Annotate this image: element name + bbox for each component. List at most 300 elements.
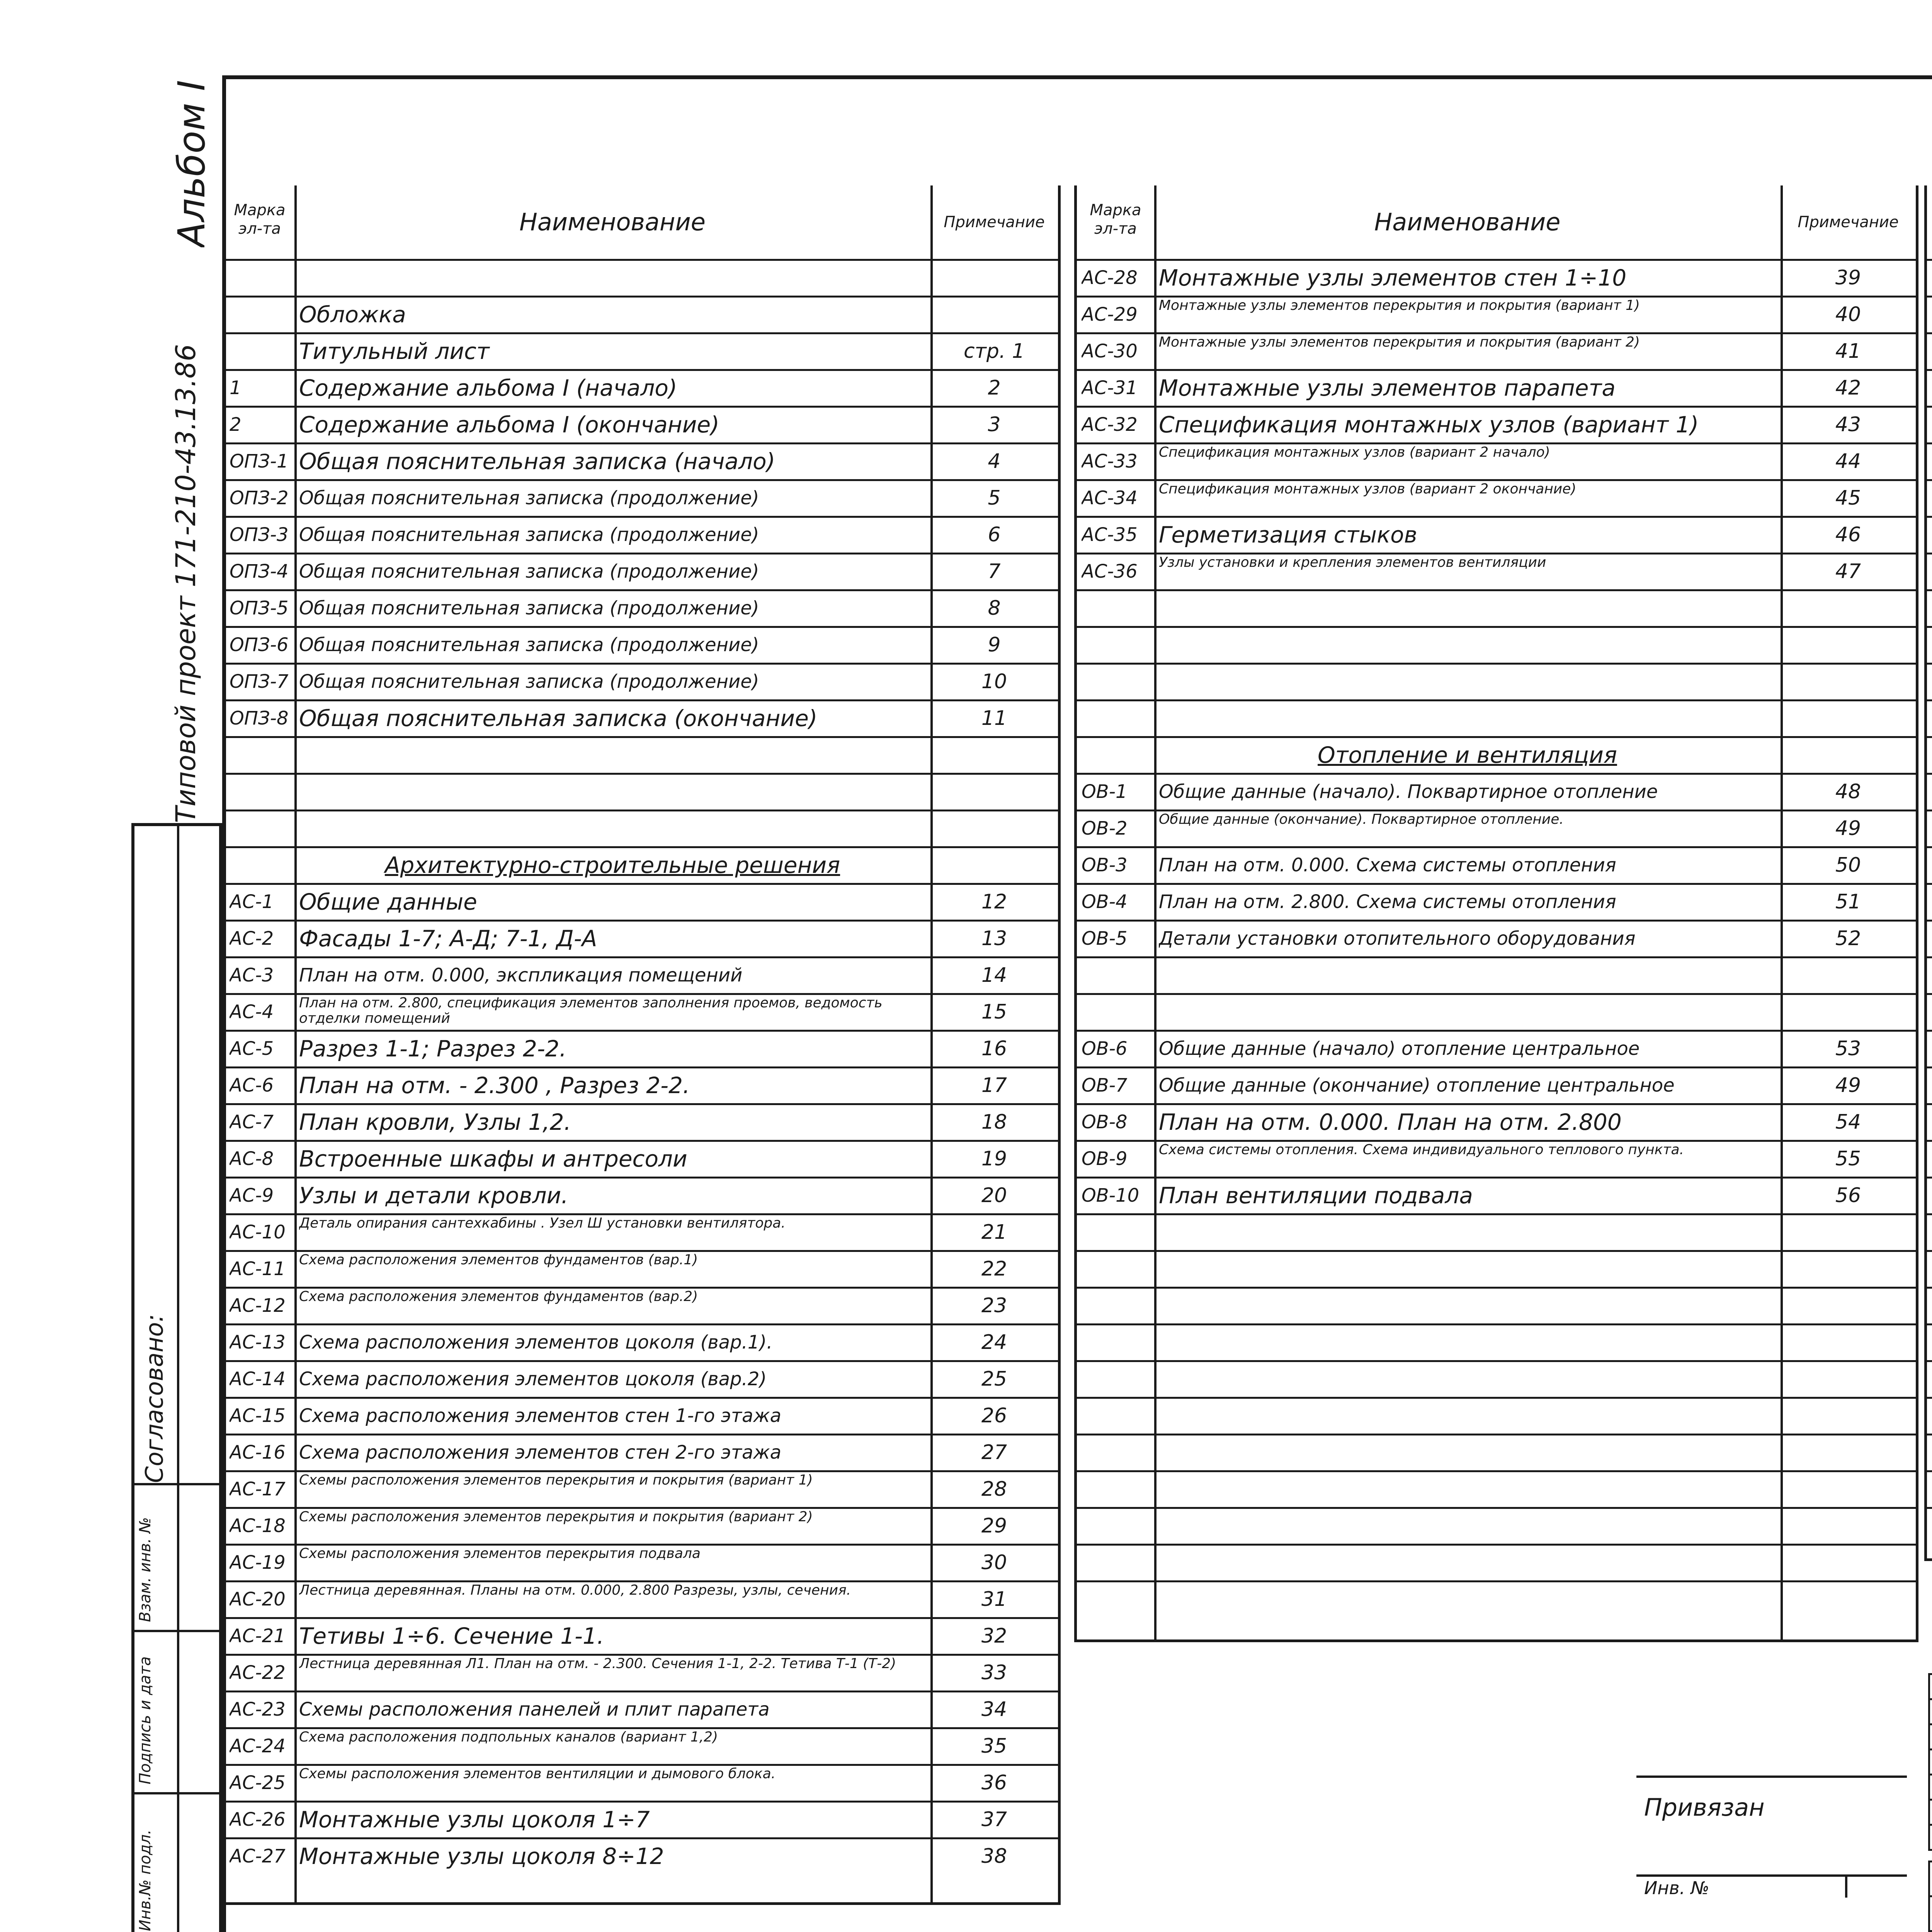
stamp-sign: Подпись и дата — [136, 1656, 154, 1784]
table2-row-mark: ОВ-3 — [1082, 854, 1128, 876]
table1-row-note: 14 — [981, 964, 1007, 987]
table1-row-mark: АС-27 — [230, 1845, 286, 1867]
table1-row-note: 18 — [981, 1111, 1007, 1134]
table-row — [1927, 1140, 1932, 1142]
table1-row-name: Общая пояснительная записка (окончание) — [299, 705, 818, 731]
table1-row-name: Общая пояснительная записка (продолжение) — [299, 524, 759, 546]
signature-row — [1929, 1725, 1932, 1750]
table-row — [1077, 332, 1916, 334]
signature-role — [1929, 1699, 1932, 1725]
table2-row-name: Монтажные узлы элементов перекрытия и покрытия (вариант 1) — [1159, 298, 1640, 313]
table1-row-note: 19 — [981, 1147, 1007, 1170]
title-block — [1928, 1673, 1932, 1932]
table-row — [225, 993, 1058, 995]
table1-row-mark — [230, 738, 290, 772]
table1-row-name: Монтажные узлы цоколя 8÷12 — [299, 1843, 664, 1869]
table1-row-mark: ОПЗ-6 — [230, 634, 289, 656]
table1-row-name: Схемы расположения элементов перекрытия и покрытия (вариант 2) — [299, 1509, 813, 1525]
table1-row-note: 11 — [981, 707, 1007, 730]
table-row — [1927, 1250, 1932, 1252]
table-row — [1077, 773, 1916, 775]
table1-row-name — [299, 738, 926, 772]
table2-row-mark: ОВ-5 — [1082, 928, 1128, 949]
table1-row-note: 5 — [988, 486, 1001, 510]
header-note: Примечание — [944, 213, 1045, 231]
table-row — [1077, 626, 1916, 628]
table2-row-note: 41 — [1835, 340, 1861, 363]
table-row — [225, 1323, 1058, 1325]
table-row — [1927, 259, 1932, 261]
table-row — [1077, 883, 1916, 885]
table1-row-note: 16 — [981, 1037, 1007, 1060]
table-row — [1077, 1323, 1916, 1325]
signature-row — [1929, 1862, 1932, 1896]
table1-row-mark: АС-6 — [230, 1075, 274, 1096]
table1-row-mark: АС-26 — [230, 1809, 286, 1830]
table1-row-mark: 1 — [230, 377, 242, 399]
table-row — [225, 1764, 1058, 1766]
table-row — [225, 883, 1058, 885]
table1-row-name — [299, 775, 926, 809]
table-row — [225, 332, 1058, 334]
table-row — [1927, 846, 1932, 848]
table1-row-note: 37 — [981, 1808, 1007, 1831]
table2-row-name — [1159, 592, 1776, 625]
table-row — [225, 1177, 1058, 1179]
table1-row-name — [299, 812, 926, 845]
signature-role — [1929, 1862, 1932, 1896]
table2-row-note: 46 — [1835, 523, 1861, 546]
table2-row-mark: АС-30 — [1082, 340, 1138, 362]
table1-row-name: Схемы расположения элементов вентиляции и дымового блока. — [299, 1766, 776, 1782]
table-row — [1927, 1287, 1932, 1289]
table-row — [1077, 920, 1916, 922]
table2-row-note — [1785, 592, 1911, 625]
table2-row-name: Монтажные узлы элементов перекрытия и покрытия (вариант 2) — [1159, 335, 1640, 350]
table2-row-mark — [1082, 995, 1150, 1029]
table1-row-name — [299, 261, 926, 295]
table-row — [1077, 296, 1916, 298]
signature-row — [1929, 1896, 1932, 1931]
table1-row-mark: АС-20 — [230, 1588, 286, 1610]
table1-row-mark — [230, 849, 290, 882]
header-mark: Марка эл-та — [1090, 201, 1141, 238]
table2-row-note — [1785, 702, 1911, 735]
table1-row-mark: АС-7 — [230, 1111, 274, 1133]
table2-row-note: 42 — [1835, 376, 1861, 400]
table-row — [225, 1066, 1058, 1068]
table1-row-name: Схема расположения элементов стен 1-го этажа — [299, 1405, 782, 1427]
table-row — [1927, 1103, 1932, 1105]
table-row — [1077, 406, 1916, 408]
header-name: Наименование — [519, 208, 706, 236]
table1-row-note: 20 — [981, 1184, 1007, 1207]
table-row — [225, 956, 1058, 958]
table1-row-mark: АС-15 — [230, 1405, 286, 1427]
table1-row-name: Лестница деревянная Л1. План на отм. - 2.300. Сечения 1-1, 2-2. Тетива Т-1 (Т-2) — [299, 1656, 896, 1672]
table1-row-name: Разрез 1-1; Разрез 2-2. — [299, 1036, 567, 1062]
table1-row-note: 2 — [988, 376, 1001, 400]
table-row — [225, 589, 1058, 591]
table-row — [1077, 663, 1916, 665]
table-row — [1927, 1397, 1932, 1399]
table-row — [225, 516, 1058, 518]
table-row — [1077, 736, 1916, 738]
table-row — [225, 1360, 1058, 1362]
table1-row-note: 32 — [981, 1624, 1007, 1648]
table2-row-note — [1785, 628, 1911, 662]
table1-row-mark — [230, 261, 290, 295]
series-label: Типовой проект 171-210-43.13.86 — [170, 344, 202, 823]
table2-row-mark: АС-32 — [1082, 414, 1138, 435]
table1-row-mark: АС-14 — [230, 1368, 286, 1390]
table1-row-name: План на отм. - 2.300 , Разрез 2-2. — [299, 1072, 690, 1099]
table2-row-note: 45 — [1835, 486, 1861, 510]
table-row — [1927, 296, 1932, 298]
table-row — [1077, 1434, 1916, 1435]
signature-role — [1929, 1825, 1932, 1850]
signature-row — [1929, 1750, 1932, 1775]
header-mark: Марка эл-та — [234, 201, 286, 238]
table-row — [225, 1287, 1058, 1289]
table1-row-mark: АС-25 — [230, 1772, 286, 1794]
table-row — [1077, 1213, 1916, 1215]
agreed-label: Согласовано: — [140, 1314, 168, 1483]
table2-row-mark: ОВ-9 — [1082, 1148, 1128, 1170]
table-row — [1927, 956, 1932, 958]
attached-box — [1636, 1776, 1907, 1898]
table1-row-name: Содержание альбома I (начало) — [299, 375, 677, 401]
table2-row-name: Спецификация монтажных узлов (вариант 1) — [1159, 412, 1699, 438]
table1-row-note: 17 — [981, 1074, 1007, 1097]
table2-row-name — [1159, 702, 1776, 735]
table1-row-note: 7 — [988, 560, 1001, 583]
table1-row-name: Титульный лист — [299, 338, 490, 364]
table2-row-name: Общие данные (окончание) отопление центральное — [1159, 1075, 1675, 1096]
column-divider — [1781, 185, 1783, 1639]
table2-row-mark: ОВ-10 — [1082, 1185, 1139, 1206]
table2-row-mark: ОВ-1 — [1082, 781, 1128, 803]
table-row — [225, 846, 1058, 848]
table1-row-mark: АС-18 — [230, 1515, 286, 1537]
signature-role — [1929, 1896, 1932, 1931]
table1-row-mark: АС-22 — [230, 1662, 286, 1684]
table-row — [225, 442, 1058, 444]
table2-row-name: Герметизация стыков — [1159, 522, 1417, 548]
table2-row-mark: ОВ-2 — [1082, 818, 1128, 839]
table-row — [1077, 810, 1916, 811]
table1-row-note: 4 — [988, 450, 1001, 473]
table-row — [1927, 1507, 1932, 1509]
table1-row-mark: АС-11 — [230, 1258, 286, 1280]
table1-row-mark: АС-13 — [230, 1332, 286, 1353]
table2-row-name: План на отм. 0.000. План на отм. 2.800 — [1159, 1109, 1622, 1135]
album-label: Альбом I — [170, 80, 213, 247]
table-row — [1927, 1177, 1932, 1179]
table-row — [1077, 1030, 1916, 1032]
table1-row-note: 23 — [981, 1294, 1007, 1317]
table1-row-note — [935, 775, 1053, 809]
table-row — [1927, 736, 1932, 738]
table2-row-mark — [1082, 592, 1150, 625]
table-row — [225, 1140, 1058, 1142]
table1-row-mark: ОПЗ-8 — [230, 707, 289, 729]
table-row — [225, 1213, 1058, 1215]
table-row — [1927, 1213, 1932, 1215]
table1-row-note: 22 — [981, 1257, 1007, 1281]
table2-row-mark: АС-35 — [1082, 524, 1138, 546]
table2-row-name: Схема системы отопления. Схема индивидуального теплового пункта. — [1159, 1142, 1684, 1158]
table-row — [1077, 369, 1916, 371]
table2-row-name: Общие данные (окончание). Поквартирное отопление. — [1159, 812, 1564, 827]
table-row — [1077, 589, 1916, 591]
table1-row-note: 29 — [981, 1514, 1007, 1537]
table2-row-name: Узлы установки и крепления элементов вентиляции — [1159, 555, 1546, 570]
table2-row-note — [1785, 959, 1911, 992]
signature-role — [1929, 1750, 1932, 1775]
table2-row-note: 51 — [1835, 890, 1861, 913]
table2-row-mark: ОВ-6 — [1082, 1038, 1128, 1060]
table-row — [1077, 1470, 1916, 1472]
table1-row-mark: ОПЗ-5 — [230, 597, 289, 619]
table1-row-note: 28 — [981, 1478, 1007, 1501]
contents-table-3 — [1924, 185, 1932, 1561]
table-row — [1077, 1066, 1916, 1068]
table2-row-name — [1159, 959, 1776, 992]
table1-row-name: Общая пояснительная записка (продолжение) — [299, 634, 759, 656]
table2-row-name: План на отм. 0.000. Схема системы отопления — [1159, 854, 1616, 876]
table2-row-note — [1785, 995, 1911, 1029]
table-row — [1077, 1177, 1916, 1179]
table-row — [1077, 259, 1916, 261]
table-row — [1927, 369, 1932, 371]
table-row — [225, 1727, 1058, 1729]
table2-row-note: 39 — [1835, 266, 1861, 289]
table1-row-name: Схемы расположения панелей и плит парапета — [299, 1699, 770, 1720]
table2-row-note: 40 — [1835, 303, 1861, 326]
table-row — [225, 1397, 1058, 1399]
table2-row-note: 55 — [1835, 1147, 1861, 1170]
table-row — [225, 773, 1058, 775]
table2-row-mark: АС-28 — [1082, 267, 1138, 289]
signature-row — [1929, 1674, 1932, 1699]
table1-row-note: 34 — [981, 1698, 1007, 1721]
table2-row-name — [1159, 628, 1776, 662]
table1-row-note: 3 — [988, 413, 1001, 436]
table1-row-mark: ОПЗ-3 — [230, 524, 289, 546]
table1-row-note — [935, 849, 1053, 882]
signature-row — [1929, 1699, 1932, 1725]
table1-row-note: 33 — [981, 1661, 1007, 1684]
table1-row-note: 25 — [981, 1367, 1007, 1391]
table2-row-name: Монтажные узлы элементов парапета — [1159, 375, 1616, 401]
stamp-inv: Инв.№ подл. — [136, 1829, 154, 1931]
table-row — [1077, 846, 1916, 848]
table-row — [1077, 956, 1916, 958]
column-divider — [1154, 185, 1156, 1639]
table2-row-name: Общие данные (начало) отопление центральное — [1159, 1038, 1640, 1060]
table-row — [225, 1801, 1058, 1803]
table1-row-name: План кровли, Узлы 1,2. — [299, 1109, 571, 1135]
table1-row-mark: 2 — [230, 414, 242, 435]
table1-row-mark: ОПЗ-1 — [230, 451, 289, 472]
table2-row-mark: АС-31 — [1082, 377, 1138, 399]
table1-row-mark: АС-10 — [230, 1221, 286, 1243]
table-row — [1927, 479, 1932, 481]
table-row — [225, 1580, 1058, 1582]
table1-row-note: 8 — [988, 597, 1001, 620]
table1-row-note — [935, 261, 1053, 295]
table-row — [225, 1470, 1058, 1472]
table1-row-mark: АС-19 — [230, 1552, 286, 1573]
table1-row-note: 27 — [981, 1441, 1007, 1464]
table1-row-mark: ОПЗ-4 — [230, 561, 289, 582]
signature-role — [1929, 1800, 1932, 1825]
table1-row-mark: АС-17 — [230, 1478, 286, 1500]
table2-row-mark: ОВ-4 — [1082, 891, 1128, 913]
table-row — [225, 259, 1058, 261]
table2-row-note: 49 — [1835, 817, 1861, 840]
table2-row-note — [1785, 665, 1911, 699]
contents-table-1 — [222, 185, 1061, 1905]
table-row — [1927, 810, 1932, 811]
table1-row-note: 24 — [981, 1331, 1007, 1354]
table-row — [1927, 1360, 1932, 1362]
table1-row-name: Монтажные узлы цоколя 1÷7 — [299, 1806, 650, 1833]
signature-row — [1929, 1800, 1932, 1825]
table-row — [1077, 553, 1916, 554]
table1-row-name: Архитектурно-строительные решения — [384, 852, 840, 878]
table-row — [225, 1690, 1058, 1692]
table2-row-mark — [1082, 665, 1150, 699]
table-row — [225, 1250, 1058, 1252]
table-row — [225, 1434, 1058, 1435]
table1-row-name: Общая пояснительная записка (продолжение) — [299, 561, 759, 582]
table-row — [1077, 1140, 1916, 1142]
table1-row-note: 35 — [981, 1735, 1007, 1758]
table2-row-note: 56 — [1835, 1184, 1861, 1207]
table-row — [1077, 1103, 1916, 1105]
table2-row-note: 53 — [1835, 1037, 1861, 1060]
table1-row-mark: ОПЗ-7 — [230, 671, 289, 692]
table-row — [1927, 1323, 1932, 1325]
table2-row-name: Детали установки отопительного оборудования — [1159, 928, 1636, 949]
table1-row-name: Схема расположения элементов цоколя (вар.1). — [299, 1332, 773, 1353]
table-row — [1077, 479, 1916, 481]
table-row — [225, 296, 1058, 298]
signature-role — [1929, 1674, 1932, 1699]
table1-row-note: 30 — [981, 1551, 1007, 1574]
table1-row-note — [935, 298, 1053, 332]
table2-row-note: 52 — [1835, 927, 1861, 950]
table1-row-name: Общая пояснительная записка (продолжение) — [299, 671, 759, 692]
table-row — [1927, 1066, 1932, 1068]
contents-table-2 — [1074, 185, 1918, 1642]
table1-row-mark: ОПЗ-2 — [230, 487, 289, 509]
table1-row-name: Фасады 1-7; А-Д; 7-1, Д-А — [299, 925, 597, 952]
table-row — [225, 736, 1058, 738]
table2-row-name: План вентиляции подвала — [1159, 1182, 1473, 1209]
table2-row-name — [1159, 665, 1776, 699]
table-row — [1927, 553, 1932, 554]
table1-row-note: 31 — [981, 1588, 1007, 1611]
table1-row-name: Общая пояснительная записка (начало) — [299, 448, 776, 474]
table-row — [1077, 1544, 1916, 1546]
table1-row-mark: АС-23 — [230, 1699, 286, 1720]
header-name: Наименование — [1374, 208, 1561, 236]
table2-row-mark — [1082, 959, 1150, 992]
table1-row-name: Тетивы 1÷6. Сечение 1-1. — [299, 1623, 604, 1649]
table1-row-name: Общие данные — [299, 889, 477, 915]
table-row — [1927, 406, 1932, 408]
table1-row-note — [935, 812, 1053, 845]
table-row — [1927, 442, 1932, 444]
table1-row-mark: АС-3 — [230, 964, 274, 986]
inv-label: Инв. № — [1644, 1878, 1709, 1898]
table-row — [1927, 773, 1932, 775]
table-row — [1927, 626, 1932, 628]
table2-row-mark: ОВ-7 — [1082, 1075, 1128, 1096]
table1-row-note: 26 — [981, 1404, 1007, 1427]
table1-row-mark: АС-12 — [230, 1295, 286, 1316]
table-row — [225, 553, 1058, 554]
table2-row-name: Общие данные (начало). Поквартирное отопление — [1159, 781, 1658, 803]
table-row — [1927, 1434, 1932, 1435]
table1-row-name: Схема расположения подпольных каналов (вариант 1,2) — [299, 1730, 718, 1745]
table2-row-name — [1159, 995, 1776, 1029]
table1-row-mark — [230, 335, 290, 368]
table-row — [1077, 699, 1916, 701]
table1-row-mark: АС-5 — [230, 1038, 274, 1060]
table-row — [225, 1030, 1058, 1032]
table1-row-note: 15 — [981, 1000, 1007, 1024]
table-row — [225, 663, 1058, 665]
table-row — [1927, 920, 1932, 922]
header-mark — [1927, 185, 1932, 259]
table-row — [1927, 663, 1932, 665]
table-row — [1927, 516, 1932, 518]
table-row — [225, 1103, 1058, 1105]
table2-row-mark — [1082, 628, 1150, 662]
table-row — [1927, 332, 1932, 334]
table-row — [225, 479, 1058, 481]
table2-row-note: 48 — [1835, 780, 1861, 803]
table2-row-mark — [1082, 738, 1150, 772]
table-row — [225, 810, 1058, 811]
table1-row-name: Встроенные шкафы и антресоли — [299, 1146, 687, 1172]
table2-row-note: 43 — [1835, 413, 1861, 436]
table1-row-note: 10 — [981, 670, 1007, 693]
table1-row-note: 21 — [981, 1221, 1007, 1244]
table2-row-mark — [1082, 702, 1150, 735]
attached-label: Привязан — [1644, 1793, 1765, 1821]
table1-row-mark: АС-9 — [230, 1185, 274, 1206]
table1-row-name: План на отм. 0.000, экспликация помещений — [299, 964, 743, 986]
table1-row-note: 6 — [988, 523, 1001, 546]
table1-row-note — [935, 738, 1053, 772]
table1-row-mark: АС-1 — [230, 891, 274, 913]
table-row — [1927, 589, 1932, 591]
table1-row-mark: АС-21 — [230, 1625, 286, 1647]
table1-row-name: Схемы расположения элементов перекрытия и покрытия (вариант 1) — [299, 1473, 813, 1488]
table1-row-name: Обложка — [299, 301, 406, 328]
table1-row-name: Схемы расположения элементов перекрытия подвала — [299, 1546, 701, 1561]
table1-row-mark: АС-8 — [230, 1148, 274, 1170]
table-row — [225, 1617, 1058, 1619]
table-row — [1077, 1250, 1916, 1252]
table1-row-name: Схема расположения элементов фундаментов (вар.2) — [299, 1289, 698, 1304]
table2-row-mark: АС-34 — [1082, 487, 1138, 509]
